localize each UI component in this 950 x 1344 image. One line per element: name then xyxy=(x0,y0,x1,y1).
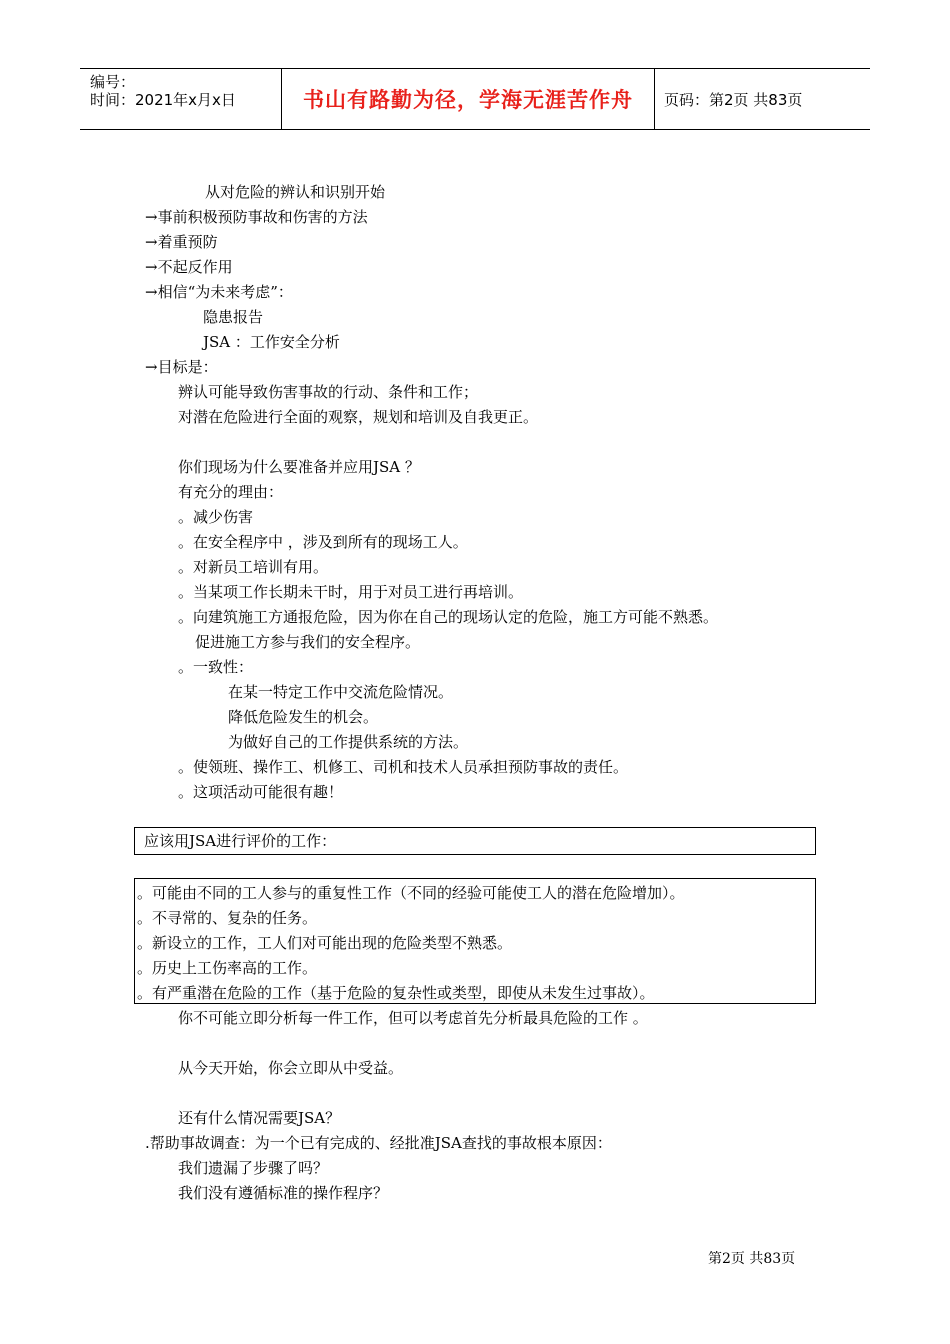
body-line: →事前积极预防事故和伤害的方法 xyxy=(145,208,368,226)
body-line: 促进施工方参与我们的安全程序。 xyxy=(195,633,421,651)
body-line: 。一致性： xyxy=(178,658,254,676)
body-line: 在某一特定工作中交流危险情况。 xyxy=(228,683,454,701)
body-line: 。使领班、操作工、机修工、司机和技术人员承担预防事故的责任。 xyxy=(178,758,629,776)
jsa-work-list-box xyxy=(134,878,816,1004)
body-line: .帮助事故调查：为一个已有完成的、经批准JSA查找的事故根本原因： xyxy=(145,1134,612,1152)
header-motto-cell xyxy=(281,69,655,129)
header-meta xyxy=(80,69,280,129)
body-line: 从对危险的辨认和识别开始 xyxy=(205,183,386,201)
body-line: 有充分的理由： xyxy=(178,483,284,501)
body-line: 对潜在危险进行全面的观察，规划和培训及自我更正。 xyxy=(178,408,539,426)
header-page-cell xyxy=(654,69,870,129)
list-item: 。不寻常的、复杂的任务。 xyxy=(137,909,318,927)
footer-page-number: 第2页 共83页 xyxy=(708,1251,796,1267)
body-line: 降低危险发生的机会。 xyxy=(228,708,379,726)
body-line: 你不可能立即分析每一件工作，但可以考虑首先分析最具危险的工作 。 xyxy=(178,1009,648,1027)
body-line: 从今天开始，你会立即从中受益。 xyxy=(178,1059,404,1077)
page-header xyxy=(80,68,870,130)
body-line: 我们遗漏了步骤了吗？ xyxy=(178,1159,329,1177)
body-line: →相信“为未来考虑”： xyxy=(145,283,293,301)
box-title: 应该用JSA进行评价的工作： xyxy=(144,832,337,850)
body-line: JSA ：工作安全分析 xyxy=(203,333,340,351)
body-line: 。当某项工作长期未干时，用于对员工进行再培训。 xyxy=(178,583,524,601)
body-line: 。在安全程序中 ，涉及到所有的现场工人。 xyxy=(178,533,468,551)
body-line: 隐患报告 xyxy=(203,308,264,326)
header-motto: 书山有路勤为径，学海无涯苦作舟 xyxy=(303,88,633,112)
body-line: →目标是： xyxy=(145,358,218,376)
body-line: →不起反作用 xyxy=(145,258,233,276)
document-number-label: 编号： xyxy=(90,73,136,91)
list-item: 。历史上工伤率高的工作。 xyxy=(137,959,318,977)
body-line: 你们现场为什么要准备并应用JSA ？ xyxy=(178,458,420,476)
body-line: 。减少伤害 xyxy=(178,508,254,526)
list-item: 。可能由不同的工人参与的重复性工作（不同的经验可能使工人的潜在危险增加）。 xyxy=(137,884,685,902)
body-line: →着重预防 xyxy=(145,233,218,251)
body-line: 。向建筑施工方通报危险，因为你在自己的现场认定的危险，施工方可能不熟悉。 xyxy=(178,608,719,626)
list-item: 。有严重潜在危险的工作（基于危险的复杂性或类型，即使从未发生过事故）。 xyxy=(137,984,655,1002)
body-line: 还有什么情况需要JSA？ xyxy=(178,1109,341,1127)
document-time-label: 时间：2021年x月x日 xyxy=(90,91,236,109)
body-line: 辨认可能导致伤害事故的行动、条件和工作； xyxy=(178,383,479,401)
body-line: 。对新员工培训有用。 xyxy=(178,558,329,576)
header-page-number: 页码：第2页 共83页 xyxy=(664,90,803,109)
body-line: 。这项活动可能很有趣！ xyxy=(178,783,344,801)
body-line: 为做好自己的工作提供系统的方法。 xyxy=(228,733,469,751)
list-item: 。新设立的工作，工人们对可能出现的危险类型不熟悉。 xyxy=(137,934,513,952)
body-line: 我们没有遵循标准的操作程序？ xyxy=(178,1184,389,1202)
jsa-evaluation-title-box xyxy=(134,827,816,855)
